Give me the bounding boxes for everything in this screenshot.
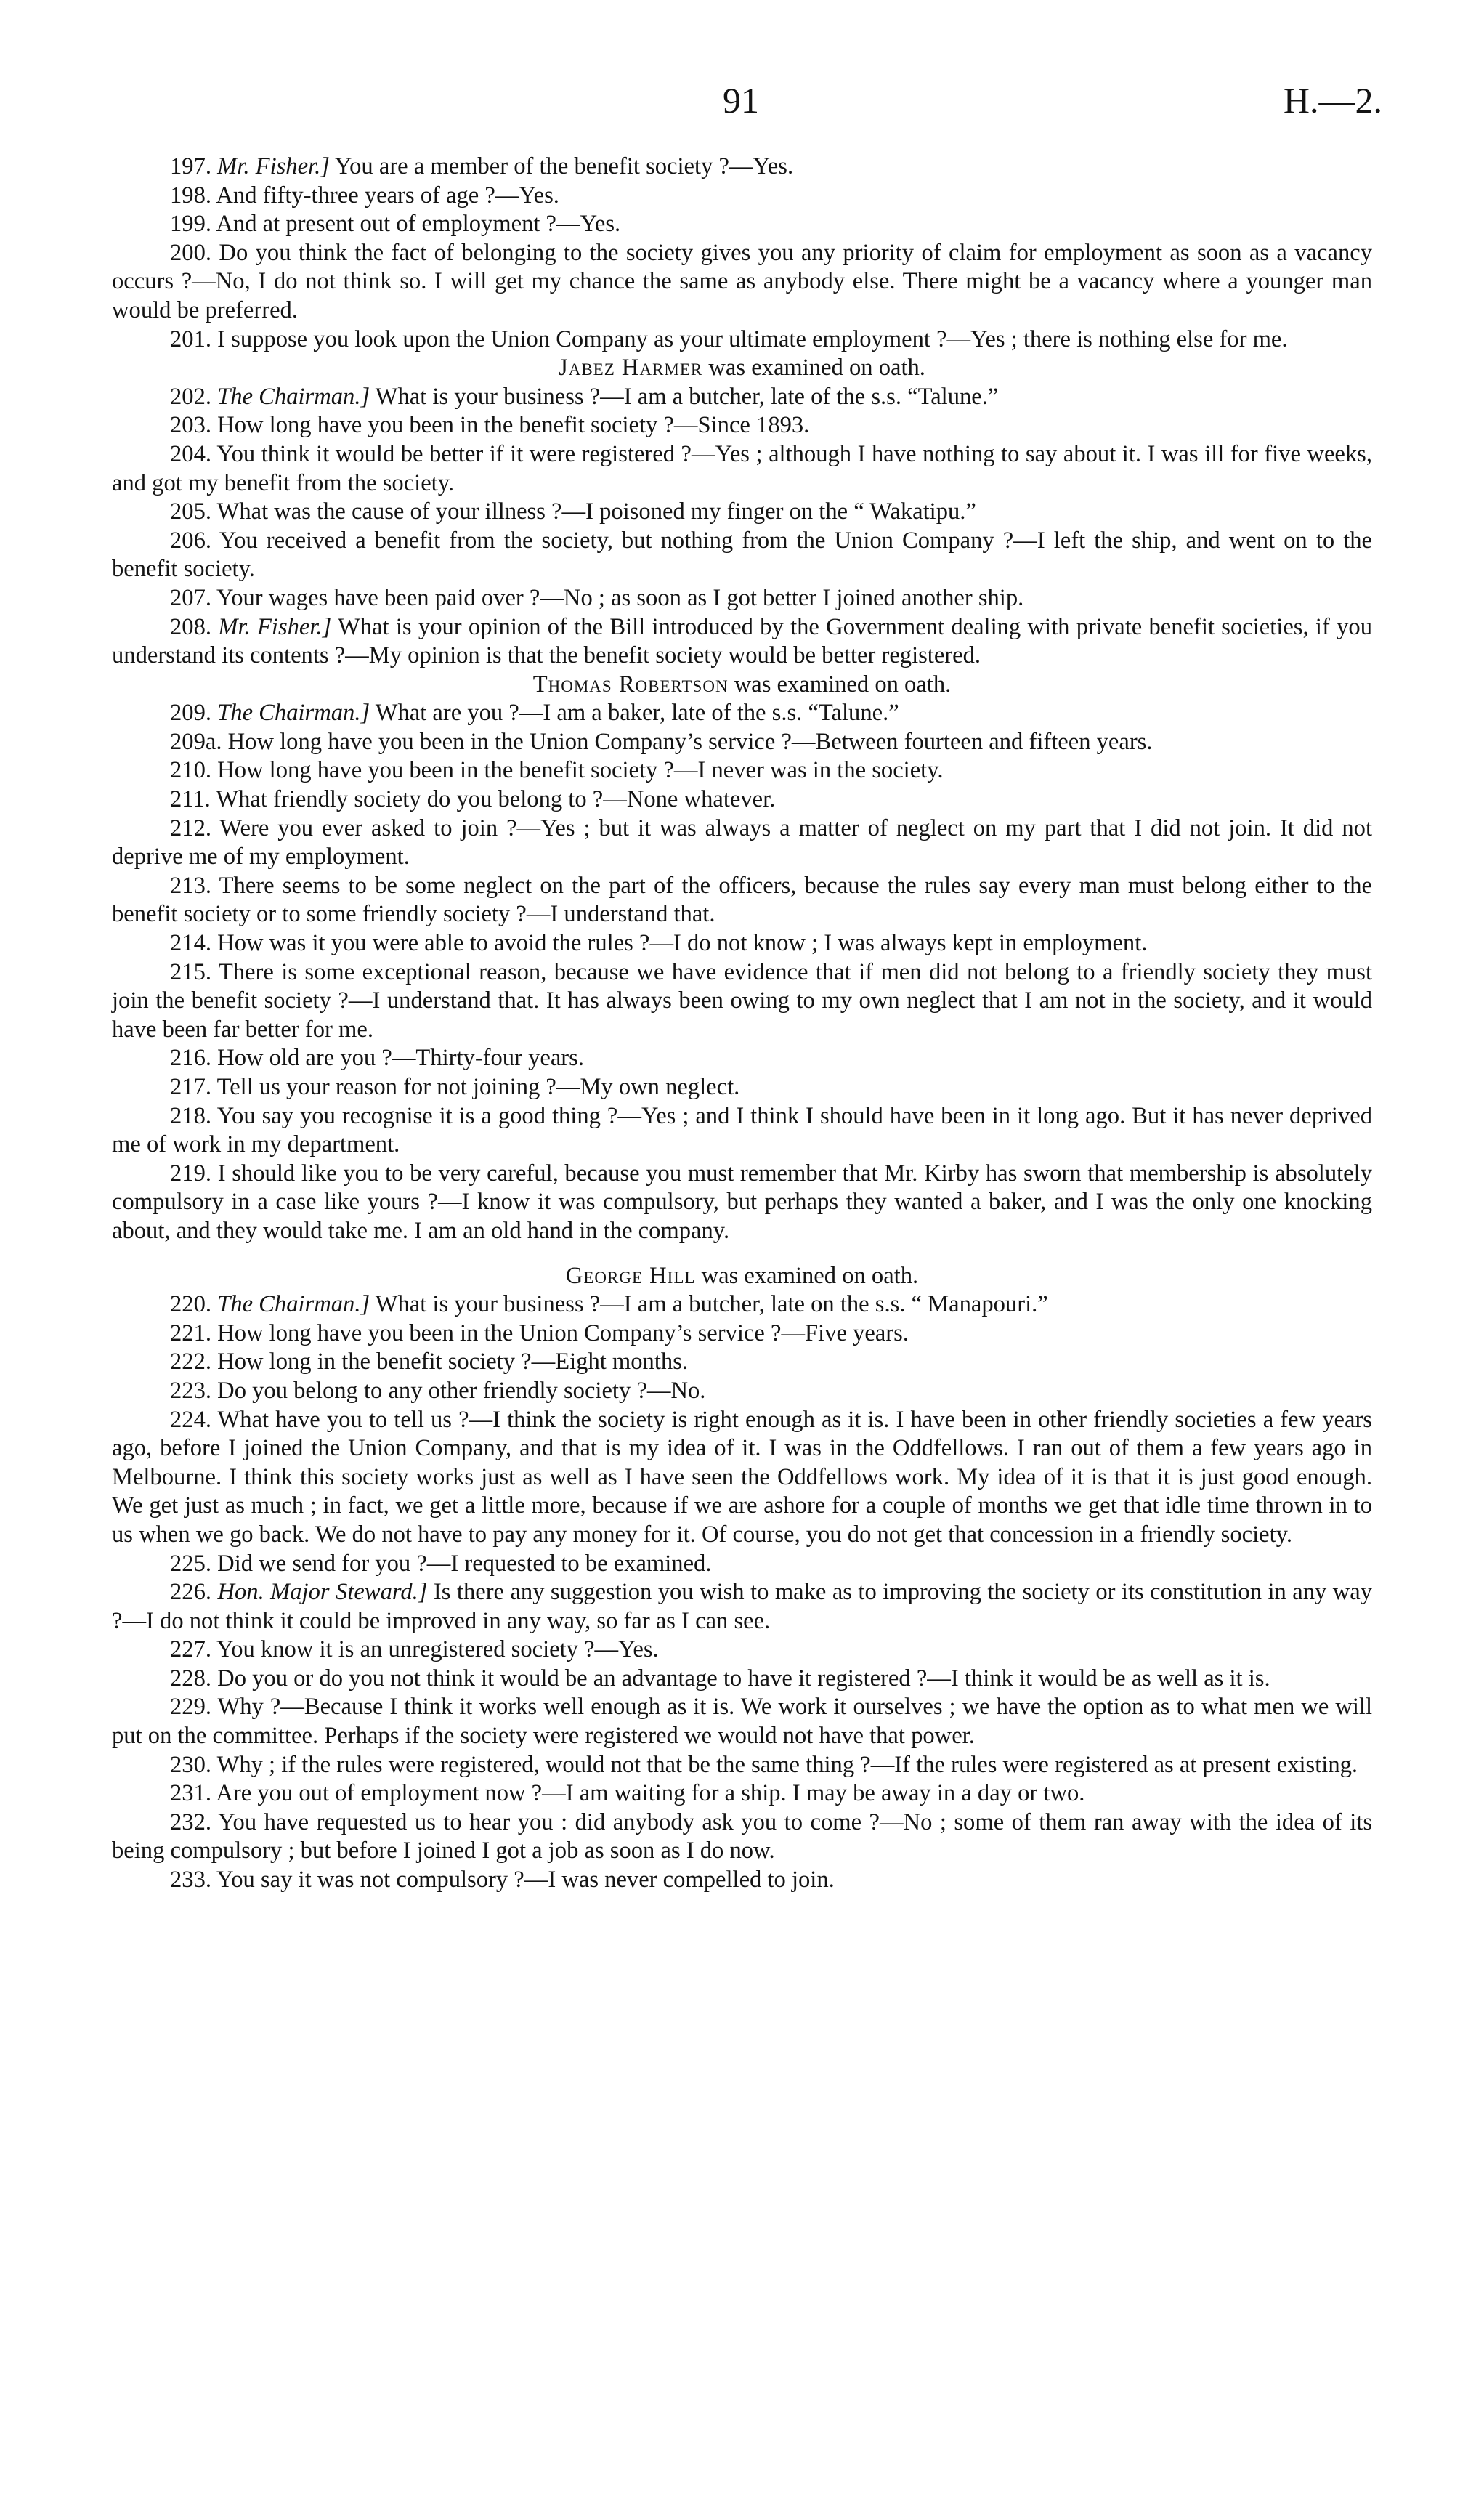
question-text: How long in the benefit society ?—Eight months. — [217, 1349, 689, 1375]
question-text: There is some exceptional reason, because we have evidence that if men did not belong to a friendly society they must join the benefit society ?—I understand that. It has always been owing to my own neglect that I am not in the society, and it would have been far better for me. — [112, 958, 1372, 1043]
question-entry — [112, 1578, 1372, 1636]
speaker-label: Hon. Major Steward.] — [217, 1579, 428, 1606]
question-text: What is your business ?—I am a butcher, late of the s.s. “Talune.” — [375, 383, 999, 410]
question-number: 199. — [170, 211, 212, 238]
question-text: What are you ?—I am a baker, late of the s.s. “Talune.” — [375, 700, 899, 727]
question-text: I should like you to be very careful, because you must remember that Mr. Kirby has sworn that membership is absolutely compulsory in a case like yours ?—I know it was compulsory, but perhaps they wanted a baker, and I was the only one knocking about, and they would take me. I am an old hand in the company. — [112, 1160, 1372, 1244]
document-reference: H.—2. — [1283, 80, 1382, 121]
question-entry — [112, 1693, 1372, 1750]
question-entry — [112, 1102, 1372, 1160]
question-entry — [112, 498, 1372, 527]
question-number: 222. — [170, 1349, 212, 1375]
question-entry — [112, 1636, 1372, 1665]
question-entry — [112, 153, 1372, 182]
witness-name: Thomas Robertson — [532, 671, 729, 698]
question-text: You know it is an unregistered society ?—Yes. — [216, 1636, 659, 1663]
question-number: 206. — [170, 527, 212, 554]
question-number: 212. — [170, 815, 212, 841]
question-number: 226. — [170, 1579, 212, 1606]
witness-heading-text: was examined on oath. — [728, 671, 952, 698]
question-text: You are a member of the benefit society ?—Yes. — [334, 153, 794, 179]
question-number: 214. — [170, 930, 212, 957]
question-number: 207. — [170, 584, 212, 611]
question-entry — [112, 756, 1372, 785]
speaker-label: The Chairman.] — [217, 383, 370, 410]
question-number: 225. — [170, 1550, 212, 1577]
question-text: Why ; if the rules were registered, would not that be the same thing ?—If the rules were registered as at present existing. — [216, 1751, 1358, 1778]
question-entry — [112, 785, 1372, 815]
question-text: You received a benefit from the society, but nothing from the Union Company ?—I left the ship, and went on to the benefit society. — [112, 527, 1373, 583]
question-text: Were you ever asked to join ?—Yes ; but it was always a matter of neglect on my part that I did not join. It did not deprive me of my employment. — [112, 815, 1372, 870]
question-number: 220. — [170, 1291, 212, 1318]
question-entry — [112, 527, 1372, 584]
question-entry — [112, 1319, 1372, 1349]
question-entry — [112, 929, 1372, 958]
question-number: 221. — [170, 1319, 212, 1346]
question-entry — [112, 1377, 1372, 1406]
witness-heading-text: was examined on oath. — [702, 355, 925, 381]
question-entry — [112, 1866, 1372, 1895]
question-text: How long have you been in the benefit society ?—Since 1893. — [217, 412, 810, 439]
question-number: 210. — [170, 757, 212, 784]
question-number: 209. — [170, 700, 212, 727]
question-text: What friendly society do you belong to ?—None whatever. — [216, 786, 776, 813]
speaker-label: Mr. Fisher.] — [217, 153, 330, 179]
question-number: 217. — [170, 1074, 212, 1100]
question-number: 218. — [170, 1102, 212, 1129]
question-entry — [112, 1665, 1372, 1694]
question-number: 208. — [170, 613, 212, 640]
question-number: 216. — [170, 1045, 212, 1072]
question-text: I suppose you look upon the Union Company as your ultimate employment ?—Yes ; there is nothing else for me. — [217, 326, 1288, 352]
question-text: You have requested us to hear you : did anybody ask you to come ?—No ; some of them ran away with the idea of its being compulsory ; but before I joined I got a job as soon as I do now. — [112, 1808, 1373, 1864]
question-entry — [112, 1808, 1372, 1866]
question-number: 233. — [170, 1867, 212, 1893]
question-number: 198. — [170, 182, 212, 209]
question-text: Do you think the fact of belonging to the society gives you any priority of claim for employment as soon as a vacancy occurs ?—No, I do not think so. I will get my chance the same as anybody else. There might be a vacancy where a younger man would be preferred. — [112, 239, 1372, 323]
question-number: 202. — [170, 383, 212, 410]
question-number: 201. — [170, 326, 212, 352]
question-number: 205. — [170, 498, 212, 525]
question-entry — [112, 182, 1372, 211]
question-number: 204. — [170, 440, 212, 467]
question-entry — [112, 1779, 1372, 1808]
question-entry — [112, 210, 1372, 239]
question-number: 200. — [170, 239, 212, 266]
question-entry — [112, 1160, 1372, 1246]
question-text: How was it you were able to avoid the rules ?—I do not know ; I was always kept in employment. — [217, 930, 1148, 957]
question-entry — [112, 1073, 1372, 1102]
question-text: What was the cause of your illness ?—I poisoned my finger on the “ Wakatipu.” — [216, 498, 976, 525]
question-number: 228. — [170, 1665, 212, 1691]
speaker-label: The Chairman.] — [217, 700, 370, 727]
question-entry — [112, 958, 1372, 1045]
question-text: You say you recognise it is a good thing ?—Yes ; and I think I should have been in it long ago. But it has never deprived me of work in my department. — [112, 1102, 1372, 1158]
question-text: You say it was not compulsory ?—I was never compelled to join. — [216, 1867, 835, 1893]
question-entry — [112, 1348, 1372, 1377]
question-text: What is your business ?—I am a butcher, late on the s.s. “ Manapouri.” — [375, 1291, 1048, 1318]
question-entry — [112, 584, 1372, 613]
question-entry — [112, 872, 1372, 929]
question-entry — [112, 699, 1372, 728]
question-number: 209a. — [170, 728, 222, 755]
question-number: 224. — [170, 1406, 212, 1433]
question-text: You think it would be better if it were registered ?—Yes ; although I have nothing to say about it. I was ill for five weeks, and got my benefit from the society. — [112, 440, 1372, 496]
question-number: 231. — [170, 1780, 212, 1807]
question-number: 227. — [170, 1636, 212, 1663]
question-text: Are you out of employment now ?—I am waiting for a ship. I may be away in a day or two. — [216, 1780, 1085, 1807]
question-text: How long have you been in the Union Company’s service ?—Five years. — [217, 1319, 909, 1346]
witness-name: Jabez Harmer — [559, 355, 703, 381]
speaker-label: The Chairman.] — [217, 1291, 370, 1318]
witness-name: George Hill — [565, 1262, 696, 1289]
question-entry — [112, 613, 1372, 671]
question-entry — [112, 440, 1372, 498]
question-number: 219. — [170, 1160, 212, 1187]
question-entry — [112, 815, 1372, 872]
question-entry — [112, 326, 1372, 355]
question-entry — [112, 383, 1372, 412]
question-number: 230. — [170, 1751, 212, 1778]
witness-heading — [112, 354, 1372, 383]
evidence-transcript — [112, 153, 1372, 1895]
question-entry — [112, 1290, 1372, 1319]
witness-heading-text: was examined on oath. — [695, 1262, 919, 1289]
question-number: 229. — [170, 1694, 212, 1721]
question-entry — [112, 1406, 1372, 1550]
question-entry — [112, 1044, 1372, 1073]
question-text: There seems to be some neglect on the part of the officers, because the rules say every man must belong either to the benefit society or to some friendly society ?—I understand that. — [112, 872, 1372, 928]
question-entry — [112, 1550, 1372, 1579]
question-number: 215. — [170, 958, 212, 985]
question-text: How old are you ?—Thirty-four years. — [217, 1045, 584, 1072]
question-text: And at present out of employment ?—Yes. — [216, 211, 621, 238]
question-text: Do you belong to any other friendly society ?—No. — [217, 1377, 706, 1404]
question-number: 197. — [170, 153, 212, 179]
question-text: Why ?—Because I think it works well enough as it is. We work it ourselves ; we have the option as to what men we will put on the committee. Perhaps if the society were registered we would not have that power. — [112, 1694, 1372, 1750]
question-number: 211. — [170, 786, 211, 813]
question-entry — [112, 411, 1372, 440]
question-number: 213. — [170, 872, 212, 899]
speaker-label: Mr. Fisher.] — [218, 613, 332, 640]
question-text: Your wages have been paid over ?—No ; as soon as I got better I joined another ship. — [216, 584, 1024, 611]
question-text: Tell us your reason for not joining ?—My own neglect. — [216, 1074, 740, 1100]
question-text: How long have you been in the benefit society ?—I never was in the society. — [217, 757, 944, 784]
question-number: 223. — [170, 1377, 212, 1404]
question-entry — [112, 239, 1372, 326]
witness-heading — [112, 1262, 1372, 1291]
question-text: Is there any suggestion you wish to make as to improving the society or its constitution in any way ?—I do not think it could be improved in any way, so far as I can see. — [112, 1579, 1372, 1634]
question-text: How long have you been in the Union Company’s service ?—Between fourteen and fifteen years. — [227, 728, 1153, 755]
question-entry — [112, 728, 1372, 757]
question-text: Do you or do you not think it would be an advantage to have it registered ?—I think it would be as well as it is. — [217, 1665, 1270, 1691]
question-text: Did we send for you ?—I requested to be examined. — [217, 1550, 712, 1577]
page-number: 91 — [723, 80, 759, 121]
question-text: What have you to tell us ?—I think the society is right enough as it is. I have been in other friendly societies a few years ago, before I joined the Union Company, and that is my idea of it. I was in the Oddfellows. I ran out of them a few years ago in Melbourne. I think this society works just as well as I have seen the Oddfellows work. My idea of it is that it is just good enough. We get just as much ; in fact, we get a little more, because if we are ashore for a couple of months we get that idle time thrown in to us when we go back. We do not have to pay any money for it. Of course, you do not get that concession in a friendly society. — [112, 1406, 1372, 1548]
witness-heading — [112, 671, 1372, 700]
question-text: What is your opinion of the Bill introduced by the Government dealing with private benefit societies, if you understand its contents ?—My opinion is that the benefit society would be better registered. — [112, 613, 1372, 669]
question-text: And fifty-three years of age ?—Yes. — [216, 182, 559, 209]
question-number: 203. — [170, 412, 212, 439]
question-number: 232. — [170, 1808, 212, 1835]
question-entry — [112, 1751, 1372, 1780]
